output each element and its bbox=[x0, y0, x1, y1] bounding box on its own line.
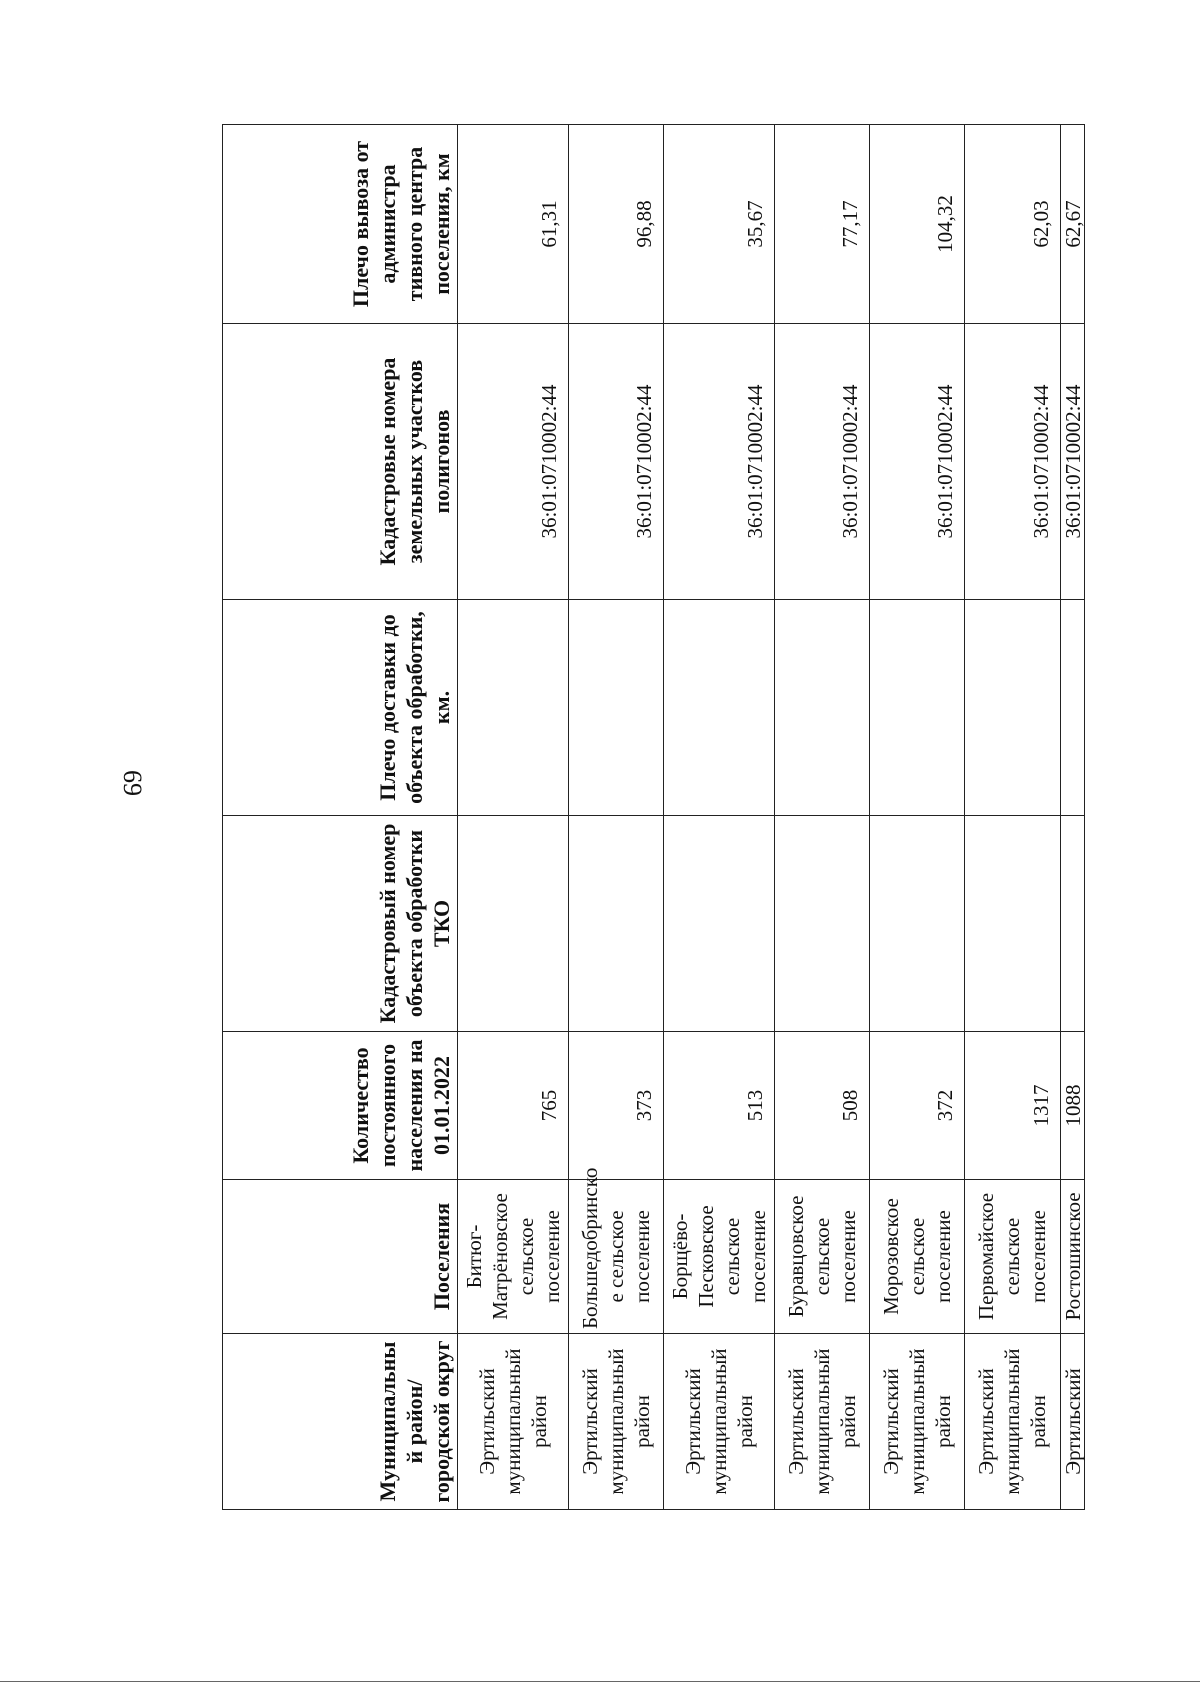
cell-population: 513 bbox=[663, 1032, 774, 1180]
cell-export-distance: 77,17 bbox=[774, 125, 869, 324]
cell-landfill-cadastre: 36:01:0710002:44 bbox=[869, 324, 964, 600]
cell-landfill-cadastre: 36:01:0710002:44 bbox=[965, 324, 1060, 600]
cell-population: 1088 bbox=[1060, 1032, 1084, 1180]
table-row bbox=[774, 125, 869, 1510]
cell-landfill-cadastre: 36:01:0710002:44 bbox=[663, 324, 774, 600]
cell-delivery-distance bbox=[1060, 600, 1084, 816]
cell-export-distance: 62,03 bbox=[965, 125, 1060, 324]
cell-export-distance: 62,67 bbox=[1060, 125, 1084, 324]
cell-delivery-distance bbox=[965, 600, 1060, 816]
table-row bbox=[869, 125, 964, 1510]
cell-export-distance: 35,67 bbox=[663, 125, 774, 324]
cell-delivery-distance bbox=[663, 600, 774, 816]
cell-delivery-distance bbox=[869, 600, 964, 816]
table-row bbox=[1060, 125, 1084, 1510]
table-row bbox=[663, 125, 774, 1510]
header-population: Количество постоянного населения на 01.01.2022 bbox=[223, 1032, 458, 1180]
bottom-rule bbox=[0, 1681, 1200, 1682]
cell-delivery-distance bbox=[568, 600, 663, 816]
header-delivery-distance: Плечо доставки до объекта обработки, км. bbox=[223, 600, 458, 816]
header-processing-cadastre: Кадастровый номер объекта обработки ТКО bbox=[223, 816, 458, 1032]
cell-district: Эртильский муниципальный район bbox=[663, 1334, 774, 1510]
cell-export-distance: 104,32 bbox=[869, 125, 964, 324]
cell-delivery-distance bbox=[458, 600, 569, 816]
cell-delivery-distance bbox=[774, 600, 869, 816]
cell-landfill-cadastre: 36:01:0710002:44 bbox=[568, 324, 663, 600]
cell-export-distance: 96,88 bbox=[568, 125, 663, 324]
header-landfill-cadastre: Кадастровые номера земельных участков полигонов bbox=[223, 324, 458, 600]
cell-processing-cadastre bbox=[774, 816, 869, 1032]
cell-population: 765 bbox=[458, 1032, 569, 1180]
cell-landfill-cadastre: 36:01:0710002:44 bbox=[774, 324, 869, 600]
table-row bbox=[458, 125, 569, 1510]
table-row bbox=[568, 125, 663, 1510]
cell-settlement: Большедобринско е сельское поселение bbox=[568, 1180, 663, 1334]
cell-processing-cadastre bbox=[869, 816, 964, 1032]
cell-settlement: Битюг-Матрёновское сельское поселение bbox=[458, 1180, 569, 1334]
cell-district: Эртильский муниципальный район bbox=[774, 1334, 869, 1510]
page-number: 69 bbox=[118, 770, 147, 796]
cell-settlement: Буравцовское сельское поселение bbox=[774, 1180, 869, 1334]
cell-processing-cadastre bbox=[1060, 816, 1084, 1032]
rotated-table-container bbox=[222, 125, 1085, 1510]
cell-district: Эртильский муниципальный район bbox=[568, 1334, 663, 1510]
cell-processing-cadastre bbox=[965, 816, 1060, 1032]
cell-settlement: Ростошинское bbox=[1060, 1180, 1084, 1334]
cell-population: 508 bbox=[774, 1032, 869, 1180]
cell-settlement: Первомайское сельское поселение bbox=[965, 1180, 1060, 1334]
cell-settlement: Борщёво-Песковское сельское поселение bbox=[663, 1180, 774, 1334]
table-header-row bbox=[223, 125, 458, 1510]
cell-processing-cadastre bbox=[568, 816, 663, 1032]
waste-export-table bbox=[222, 124, 1085, 1510]
cell-landfill-cadastre: 36:01:0710002:44 bbox=[1060, 324, 1084, 600]
cell-landfill-cadastre: 36:01:0710002:44 bbox=[458, 324, 569, 600]
header-district: Муниципальны й район/ городской округ bbox=[223, 1334, 458, 1510]
cell-population: 373 bbox=[568, 1032, 663, 1180]
cell-district: Эртильский муниципальный район bbox=[458, 1334, 569, 1510]
cell-settlement: Морозовское сельское поселение bbox=[869, 1180, 964, 1334]
cell-district: Эртильский bbox=[1060, 1334, 1084, 1510]
table-row bbox=[965, 125, 1060, 1510]
cell-population: 372 bbox=[869, 1032, 964, 1180]
header-export-distance: Плечо вывоза от администра тивного центра поселения, км bbox=[223, 125, 458, 324]
cell-export-distance: 61,31 bbox=[458, 125, 569, 324]
header-settlement: Поселения bbox=[223, 1180, 458, 1334]
cell-processing-cadastre bbox=[663, 816, 774, 1032]
cell-district: Эртильский муниципальный район bbox=[965, 1334, 1060, 1510]
cell-population: 1317 bbox=[965, 1032, 1060, 1180]
cell-processing-cadastre bbox=[458, 816, 569, 1032]
cell-district: Эртильский муниципальный район bbox=[869, 1334, 964, 1510]
